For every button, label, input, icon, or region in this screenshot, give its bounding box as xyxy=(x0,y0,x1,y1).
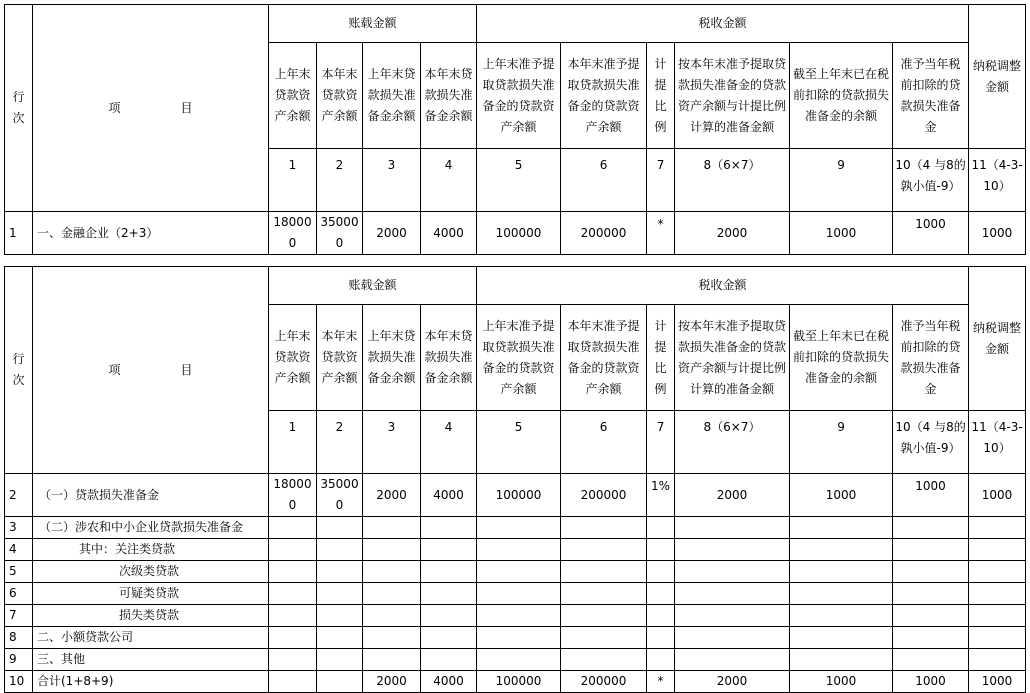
table-row xyxy=(5,605,1026,627)
col-header-3: 上年末贷款损失准备金余额 xyxy=(363,43,421,149)
row-number: 3 xyxy=(5,517,33,539)
col-number-4: 4 xyxy=(421,149,477,212)
table-row xyxy=(5,539,1026,561)
cell-col-11: 1000 xyxy=(969,474,1026,517)
cell-col-1: 180000 xyxy=(269,474,317,517)
col-header-2: 本年末贷款资产余额 xyxy=(317,305,363,411)
cell-col-11 xyxy=(969,517,1026,539)
loan-loss-table-part-2 xyxy=(4,266,1026,693)
cell-col-10: 1000 xyxy=(893,671,969,693)
row-number: 4 xyxy=(5,539,33,561)
cell-col-5 xyxy=(477,517,561,539)
cell-col-2 xyxy=(317,605,363,627)
cell-col-10 xyxy=(893,517,969,539)
cell-col-6: 200000 xyxy=(561,474,647,517)
cell-col-11 xyxy=(969,583,1026,605)
col-number-9: 9 xyxy=(790,149,893,212)
cell-col-5 xyxy=(477,539,561,561)
cell-col-6 xyxy=(561,605,647,627)
col-number-5: 5 xyxy=(477,149,561,212)
cell-col-7 xyxy=(647,649,675,671)
col-number-11: 11（4-3-10） xyxy=(969,149,1026,212)
cell-col-3 xyxy=(363,539,421,561)
cell-col-11 xyxy=(969,539,1026,561)
cell-col-2 xyxy=(317,627,363,649)
col-header-2: 本年末贷款资产余额 xyxy=(317,43,363,149)
cell-col-9 xyxy=(790,583,893,605)
col-header-11: 纳税调整金额 xyxy=(969,5,1026,149)
cell-col-11: 1000 xyxy=(969,212,1026,255)
cell-col-4: 4000 xyxy=(421,671,477,693)
cell-col-11: 1000 xyxy=(969,671,1026,693)
cell-col-2 xyxy=(317,517,363,539)
col-number-6: 6 xyxy=(561,149,647,212)
cell-col-2 xyxy=(317,649,363,671)
col-number-3: 3 xyxy=(363,149,421,212)
cell-col-1 xyxy=(269,517,317,539)
col-number-1: 1 xyxy=(269,411,317,474)
cell-col-4 xyxy=(421,627,477,649)
cell-col-9 xyxy=(790,627,893,649)
cell-col-7: * xyxy=(647,212,675,255)
cell-col-10 xyxy=(893,627,969,649)
col-number-4: 4 xyxy=(421,411,477,474)
cell-col-7 xyxy=(647,583,675,605)
col-header-7: 计提比例 xyxy=(647,43,675,149)
cell-col-4 xyxy=(421,539,477,561)
col-header-8: 按本年末准予提取贷款损失准备金的贷款资产余额与计提比例计算的准备金额 xyxy=(675,43,790,149)
cell-col-3: 2000 xyxy=(363,212,421,255)
cell-col-8: 2000 xyxy=(675,212,790,255)
row-item: 二、小额贷款公司 xyxy=(33,627,269,649)
cell-col-4: 4000 xyxy=(421,474,477,517)
cell-col-9: 1000 xyxy=(790,474,893,517)
cell-col-7: * xyxy=(647,671,675,693)
col-number-10: 10（4 与8的孰小值-9） xyxy=(893,411,969,474)
cell-col-11 xyxy=(969,561,1026,583)
loan-loss-table-part-1 xyxy=(4,4,1026,255)
row-number: 5 xyxy=(5,561,33,583)
cell-col-6: 200000 xyxy=(561,671,647,693)
cell-col-11 xyxy=(969,627,1026,649)
cell-col-6: 200000 xyxy=(561,212,647,255)
cell-col-3: 2000 xyxy=(363,671,421,693)
cell-col-6 xyxy=(561,539,647,561)
col-header-1: 上年末贷款资产余额 xyxy=(269,43,317,149)
cell-col-4 xyxy=(421,517,477,539)
cell-col-5: 100000 xyxy=(477,671,561,693)
col-header-8: 按本年末准予提取贷款损失准备金的贷款资产余额与计提比例计算的准备金额 xyxy=(675,305,790,411)
row-item: 一、金融企业（2+3） xyxy=(33,212,269,255)
cell-col-3 xyxy=(363,517,421,539)
cell-col-6 xyxy=(561,561,647,583)
line-no-header: 行次 xyxy=(5,5,33,212)
col-number-9: 9 xyxy=(790,411,893,474)
col-number-6: 6 xyxy=(561,411,647,474)
cell-col-4 xyxy=(421,649,477,671)
col-header-10: 准予当年税前扣除的贷款损失准备金 xyxy=(893,305,969,411)
cell-col-7 xyxy=(647,605,675,627)
row-item: 可疑类贷款 xyxy=(33,583,269,605)
col-header-6: 本年末准予提取贷款损失准备金的贷款资产余额 xyxy=(561,43,647,149)
cell-col-9 xyxy=(790,605,893,627)
col-number-3: 3 xyxy=(363,411,421,474)
col-number-2: 2 xyxy=(317,149,363,212)
cell-col-2 xyxy=(317,671,363,693)
cell-col-8 xyxy=(675,561,790,583)
cell-col-3 xyxy=(363,649,421,671)
table-row xyxy=(5,212,1026,255)
cell-col-1 xyxy=(269,583,317,605)
cell-col-10: 1000 xyxy=(893,474,969,517)
cell-col-5: 100000 xyxy=(477,474,561,517)
cell-col-1 xyxy=(269,627,317,649)
cell-col-8 xyxy=(675,605,790,627)
cell-col-3 xyxy=(363,561,421,583)
cell-col-5 xyxy=(477,561,561,583)
cell-col-8 xyxy=(675,649,790,671)
row-number: 2 xyxy=(5,474,33,517)
cell-col-6 xyxy=(561,517,647,539)
row-item: 次级类贷款 xyxy=(33,561,269,583)
cell-col-6 xyxy=(561,627,647,649)
table-row xyxy=(5,671,1026,693)
col-header-4: 本年末贷款损失准备金余额 xyxy=(421,305,477,411)
cell-col-8: 2000 xyxy=(675,474,790,517)
cell-col-5 xyxy=(477,583,561,605)
book-amount-header: 账载金额 xyxy=(269,5,477,43)
tax-amount-header: 税收金额 xyxy=(477,267,969,305)
cell-col-5 xyxy=(477,649,561,671)
cell-col-10 xyxy=(893,539,969,561)
table-row xyxy=(5,561,1026,583)
item-header: 项 目 xyxy=(33,5,269,212)
cell-col-3 xyxy=(363,583,421,605)
cell-col-8 xyxy=(675,539,790,561)
cell-col-2 xyxy=(317,583,363,605)
row-number: 9 xyxy=(5,649,33,671)
col-header-1: 上年末贷款资产余额 xyxy=(269,305,317,411)
row-number: 10 xyxy=(5,671,33,693)
col-number-7: 7 xyxy=(647,149,675,212)
cell-col-8 xyxy=(675,583,790,605)
row-item: （一）贷款损失准备金 xyxy=(33,474,269,517)
table-row xyxy=(5,517,1026,539)
cell-col-7: 1% xyxy=(647,474,675,517)
cell-col-7 xyxy=(647,627,675,649)
cell-col-9: 1000 xyxy=(790,212,893,255)
row-number: 8 xyxy=(5,627,33,649)
col-header-3: 上年末贷款损失准备金余额 xyxy=(363,305,421,411)
cell-col-9 xyxy=(790,539,893,561)
cell-col-1: 180000 xyxy=(269,212,317,255)
col-header-10: 准予当年税前扣除的贷款损失准备金 xyxy=(893,43,969,149)
col-header-9: 截至上年末已在税前扣除的贷款损失准备金的余额 xyxy=(790,305,893,411)
cell-col-1 xyxy=(269,561,317,583)
cell-col-1 xyxy=(269,671,317,693)
col-header-7: 计提比例 xyxy=(647,305,675,411)
cell-col-2 xyxy=(317,539,363,561)
cell-col-10: 1000 xyxy=(893,212,969,255)
cell-col-2 xyxy=(317,561,363,583)
col-number-8: 8（6×7） xyxy=(675,411,790,474)
cell-col-10 xyxy=(893,583,969,605)
cell-col-9: 1000 xyxy=(790,671,893,693)
cell-col-5 xyxy=(477,627,561,649)
cell-col-1 xyxy=(269,539,317,561)
col-header-5: 上年末准予提取贷款损失准备金的贷款资产余额 xyxy=(477,43,561,149)
tax-amount-header: 税收金额 xyxy=(477,5,969,43)
row-item: 损失类贷款 xyxy=(33,605,269,627)
item-header: 项 目 xyxy=(33,267,269,474)
table-row xyxy=(5,474,1026,517)
col-header-5: 上年末准予提取贷款损失准备金的贷款资产余额 xyxy=(477,305,561,411)
cell-col-10 xyxy=(893,649,969,671)
cell-col-9 xyxy=(790,649,893,671)
cell-col-7 xyxy=(647,539,675,561)
cell-col-2: 350000 xyxy=(317,212,363,255)
col-number-11: 11（4-3-10） xyxy=(969,411,1026,474)
table-row xyxy=(5,627,1026,649)
col-number-1: 1 xyxy=(269,149,317,212)
line-no-header: 行次 xyxy=(5,267,33,474)
table-row xyxy=(5,583,1026,605)
col-header-11: 纳税调整金额 xyxy=(969,267,1026,411)
col-number-10: 10（4 与8的孰小值-9） xyxy=(893,149,969,212)
col-number-5: 5 xyxy=(477,411,561,474)
row-number: 1 xyxy=(5,212,33,255)
cell-col-4 xyxy=(421,561,477,583)
row-number: 7 xyxy=(5,605,33,627)
cell-col-10 xyxy=(893,605,969,627)
cell-col-4: 4000 xyxy=(421,212,477,255)
cell-col-4 xyxy=(421,583,477,605)
cell-col-3 xyxy=(363,627,421,649)
cell-col-7 xyxy=(647,561,675,583)
cell-col-6 xyxy=(561,649,647,671)
cell-col-5: 100000 xyxy=(477,212,561,255)
col-header-4: 本年末贷款损失准备金余额 xyxy=(421,43,477,149)
col-header-6: 本年末准予提取贷款损失准备金的贷款资产余额 xyxy=(561,305,647,411)
col-header-9: 截至上年末已在税前扣除的贷款损失准备金的余额 xyxy=(790,43,893,149)
row-number: 6 xyxy=(5,583,33,605)
book-amount-header: 账载金额 xyxy=(269,267,477,305)
table-row xyxy=(5,649,1026,671)
cell-col-7 xyxy=(647,517,675,539)
cell-col-11 xyxy=(969,605,1026,627)
col-number-8: 8（6×7） xyxy=(675,149,790,212)
cell-col-9 xyxy=(790,561,893,583)
cell-col-4 xyxy=(421,605,477,627)
cell-col-9 xyxy=(790,517,893,539)
row-item: 其中：关注类贷款 xyxy=(33,539,269,561)
row-item: 合计(1+8+9) xyxy=(33,671,269,693)
cell-col-10 xyxy=(893,561,969,583)
col-number-2: 2 xyxy=(317,411,363,474)
cell-col-8 xyxy=(675,517,790,539)
row-item: 三、其他 xyxy=(33,649,269,671)
row-item: （二）涉农和中小企业贷款损失准备金 xyxy=(33,517,269,539)
cell-col-5 xyxy=(477,605,561,627)
cell-col-11 xyxy=(969,649,1026,671)
cell-col-8 xyxy=(675,627,790,649)
col-number-7: 7 xyxy=(647,411,675,474)
cell-col-8: 2000 xyxy=(675,671,790,693)
cell-col-3: 2000 xyxy=(363,474,421,517)
cell-col-3 xyxy=(363,605,421,627)
cell-col-6 xyxy=(561,583,647,605)
cell-col-2: 350000 xyxy=(317,474,363,517)
cell-col-1 xyxy=(269,605,317,627)
cell-col-1 xyxy=(269,649,317,671)
